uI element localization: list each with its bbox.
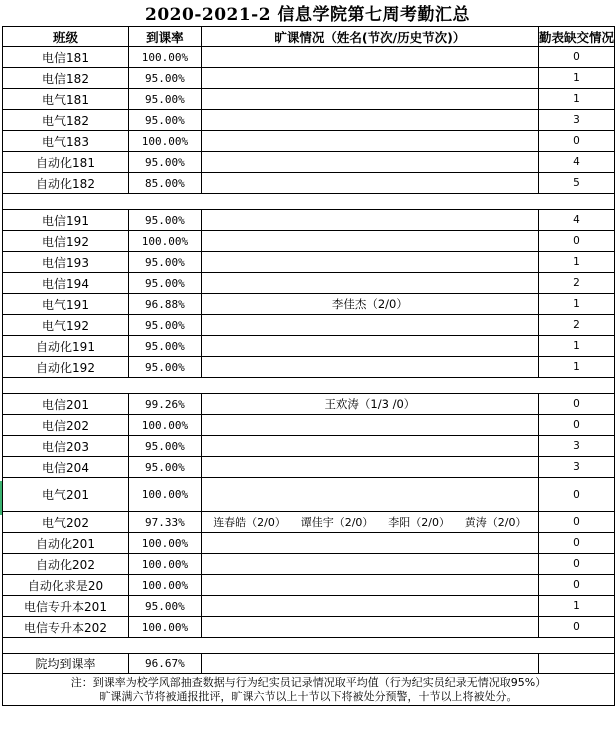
rate-cell[interactable]: 97.33% [129, 512, 202, 533]
absent-cell[interactable] [201, 89, 538, 110]
absent-cell[interactable] [201, 173, 538, 194]
absent-cell[interactable] [201, 394, 538, 415]
spacer-row [3, 638, 615, 654]
absent-cell[interactable] [201, 357, 538, 378]
rate-cell[interactable]: 96.88% [129, 294, 202, 315]
class-cell[interactable]: 电气202 [3, 512, 129, 533]
absent-cell[interactable] [201, 47, 538, 68]
missing-cell[interactable]: 1 [538, 336, 614, 357]
missing-cell[interactable]: 3 [538, 457, 614, 478]
absent-cell[interactable] [201, 294, 538, 315]
table-row [3, 68, 615, 89]
table-row [3, 617, 615, 638]
class-cell[interactable]: 电信202 [3, 415, 129, 436]
spacer-cell [129, 638, 202, 654]
spacer-cell [538, 194, 614, 210]
rate-cell[interactable]: 100.00% [129, 575, 202, 596]
header-missing: 勤表缺交情况 [538, 27, 614, 47]
table-row [3, 394, 615, 415]
rate-cell[interactable]: 95.00% [129, 436, 202, 457]
absent-cell[interactable] [201, 110, 538, 131]
rate-cell[interactable]: 95.00% [129, 152, 202, 173]
missing-cell[interactable]: 1 [538, 596, 614, 617]
class-cell[interactable]: 电信204 [3, 457, 129, 478]
rate-cell[interactable]: 100.00% [129, 231, 202, 252]
absent-cell[interactable] [201, 273, 538, 294]
header-class: 班级 [3, 27, 129, 47]
absent-cell[interactable] [201, 533, 538, 554]
missing-cell[interactable]: 0 [538, 617, 614, 638]
missing-cell[interactable]: 1 [538, 89, 614, 110]
class-cell[interactable]: 自动化181 [3, 152, 129, 173]
rate-cell[interactable]: 95.00% [129, 596, 202, 617]
summary-label[interactable]: 院均到课率 [3, 654, 129, 674]
class-cell[interactable]: 电气192 [3, 315, 129, 336]
missing-cell[interactable]: 0 [538, 231, 614, 252]
table-row [3, 415, 615, 436]
rate-cell[interactable]: 95.00% [129, 110, 202, 131]
spacer-cell [538, 378, 614, 394]
absent-entry: 李佳杰（2/0） [331, 297, 408, 311]
missing-cell[interactable]: 0 [538, 512, 614, 533]
absent-cell[interactable] [201, 336, 538, 357]
class-cell[interactable]: 自动化182 [3, 173, 129, 194]
class-cell[interactable]: 电信201 [3, 394, 129, 415]
absent-cell[interactable] [201, 478, 538, 512]
spacer-cell [129, 194, 202, 210]
spacer-cell [201, 378, 538, 394]
table-row [3, 336, 615, 357]
missing-cell[interactable]: 0 [538, 478, 614, 512]
table-row [3, 252, 615, 273]
missing-cell[interactable]: 0 [538, 575, 614, 596]
absent-entry: 谭佳宇（2/0） [300, 516, 374, 529]
absent-entry: 王欢涛（1/3 /0） [324, 397, 416, 411]
absent-cell[interactable] [201, 617, 538, 638]
table-row [3, 131, 615, 152]
missing-cell[interactable]: 0 [538, 394, 614, 415]
table-row [3, 47, 615, 68]
summary-row [3, 654, 615, 674]
class-cell[interactable]: 电信专升本201 [3, 596, 129, 617]
missing-cell[interactable]: 4 [538, 152, 614, 173]
table-row [3, 357, 615, 378]
absent-cell[interactable] [201, 152, 538, 173]
absent-list [202, 514, 538, 530]
table-row [3, 436, 615, 457]
header-rate: 到课率 [129, 27, 202, 47]
class-cell[interactable]: 自动化201 [3, 533, 129, 554]
missing-cell[interactable]: 1 [538, 68, 614, 89]
rate-cell[interactable]: 95.00% [129, 273, 202, 294]
table-row [3, 533, 615, 554]
absent-cell[interactable] [201, 436, 538, 457]
missing-cell[interactable]: 0 [538, 47, 614, 68]
note-row [3, 674, 615, 706]
note-line-2: 旷课满六节将被通报批评，旷课六节以上十节以下将被处分预警，十节以上将被处分。 [99, 689, 518, 703]
absent-cell[interactable] [201, 415, 538, 436]
table-row [3, 152, 615, 173]
absent-cell[interactable] [201, 231, 538, 252]
absent-entry: 黄涛（2/0） [464, 516, 527, 529]
rate-cell[interactable]: 99.26% [129, 394, 202, 415]
rate-cell[interactable]: 100.00% [129, 554, 202, 575]
class-cell[interactable]: 电信194 [3, 273, 129, 294]
class-cell[interactable]: 电信181 [3, 47, 129, 68]
class-cell[interactable]: 电信182 [3, 68, 129, 89]
class-cell[interactable]: 自动化求是20 [3, 575, 129, 596]
missing-cell[interactable]: 1 [538, 357, 614, 378]
rate-cell[interactable]: 95.00% [129, 357, 202, 378]
missing-cell[interactable]: 3 [538, 110, 614, 131]
table-row [3, 315, 615, 336]
rate-cell[interactable]: 100.00% [129, 131, 202, 152]
rate-cell[interactable]: 85.00% [129, 173, 202, 194]
missing-cell[interactable]: 0 [538, 533, 614, 554]
note-cell [3, 674, 615, 706]
spacer-row [3, 378, 615, 394]
class-cell[interactable]: 自动化191 [3, 336, 129, 357]
summary-empty[interactable] [538, 654, 614, 674]
absent-cell[interactable] [201, 596, 538, 617]
rate-cell[interactable]: 95.00% [129, 457, 202, 478]
absent-cell[interactable] [201, 554, 538, 575]
missing-cell[interactable]: 1 [538, 294, 614, 315]
table-row [3, 575, 615, 596]
spacer-cell [201, 638, 538, 654]
rate-cell[interactable]: 95.00% [129, 315, 202, 336]
missing-cell[interactable]: 0 [538, 554, 614, 575]
table-row [3, 173, 615, 194]
table-row [3, 273, 615, 294]
rate-cell[interactable]: 100.00% [129, 478, 202, 512]
missing-cell[interactable]: 0 [538, 415, 614, 436]
table-row [3, 478, 615, 512]
rate-cell[interactable]: 95.00% [129, 68, 202, 89]
rate-cell[interactable]: 100.00% [129, 533, 202, 554]
class-cell[interactable]: 自动化192 [3, 357, 129, 378]
spacer-cell [538, 638, 614, 654]
class-cell[interactable]: 电气183 [3, 131, 129, 152]
rate-cell[interactable]: 95.00% [129, 210, 202, 231]
absent-cell[interactable] [201, 315, 538, 336]
rate-cell[interactable]: 95.00% [129, 336, 202, 357]
class-cell[interactable]: 电信191 [3, 210, 129, 231]
spacer-cell [3, 638, 129, 654]
missing-cell[interactable]: 0 [538, 131, 614, 152]
missing-cell[interactable]: 4 [538, 210, 614, 231]
class-cell[interactable]: 电气181 [3, 89, 129, 110]
table-row [3, 210, 615, 231]
table-row [3, 512, 615, 533]
spacer-cell [3, 378, 129, 394]
rate-cell[interactable]: 100.00% [129, 415, 202, 436]
absent-cell[interactable] [201, 210, 538, 231]
class-cell[interactable]: 电气182 [3, 110, 129, 131]
class-cell[interactable]: 电气191 [3, 294, 129, 315]
rate-cell[interactable]: 95.00% [129, 89, 202, 110]
page-title: 2020-2021-2 信息学院第七周考勤汇总 [145, 5, 470, 25]
header-absent: 旷课情况（姓名(节次/历史节次)） [201, 27, 538, 47]
absent-cell[interactable] [201, 68, 538, 89]
table-row [3, 457, 615, 478]
absent-cell[interactable] [201, 512, 538, 533]
spacer-cell [129, 378, 202, 394]
note-line-1: 注：到课率为校学风部抽查数据与行为纪实员记录情况取平均值（行为纪实员纪录无情况取95%） [70, 675, 547, 689]
spacer-cell [201, 194, 538, 210]
spacer-row [3, 194, 615, 210]
class-cell[interactable]: 电信专升本202 [3, 617, 129, 638]
table-row [3, 110, 615, 131]
rate-cell[interactable]: 100.00% [129, 617, 202, 638]
table-row [3, 89, 615, 110]
table-row [3, 596, 615, 617]
table-row [3, 294, 615, 315]
absent-entry: 李阳（2/0） [388, 516, 450, 529]
missing-cell[interactable]: 2 [538, 315, 614, 336]
missing-cell[interactable]: 5 [538, 173, 614, 194]
spacer-cell [3, 194, 129, 210]
table-row [3, 231, 615, 252]
class-cell[interactable]: 自动化202 [3, 554, 129, 575]
absent-cell[interactable] [201, 131, 538, 152]
summary-rate[interactable]: 96.67% [129, 654, 202, 674]
class-cell[interactable]: 电信193 [3, 252, 129, 273]
rate-cell[interactable]: 95.00% [129, 252, 202, 273]
missing-cell[interactable]: 1 [538, 252, 614, 273]
missing-cell[interactable]: 2 [538, 273, 614, 294]
table-body [3, 47, 615, 706]
absent-cell[interactable] [201, 457, 538, 478]
attendance-table [2, 26, 615, 706]
absent-cell[interactable] [201, 575, 538, 596]
summary-empty[interactable] [201, 654, 538, 674]
class-cell[interactable]: 电信192 [3, 231, 129, 252]
rate-cell[interactable]: 100.00% [129, 47, 202, 68]
class-cell[interactable]: 电气201 [3, 478, 129, 512]
absent-cell[interactable] [201, 252, 538, 273]
table-row [3, 554, 615, 575]
missing-cell[interactable]: 3 [538, 436, 614, 457]
class-cell[interactable]: 电信203 [3, 436, 129, 457]
absent-entry: 连春皓（2/0） [213, 516, 286, 529]
